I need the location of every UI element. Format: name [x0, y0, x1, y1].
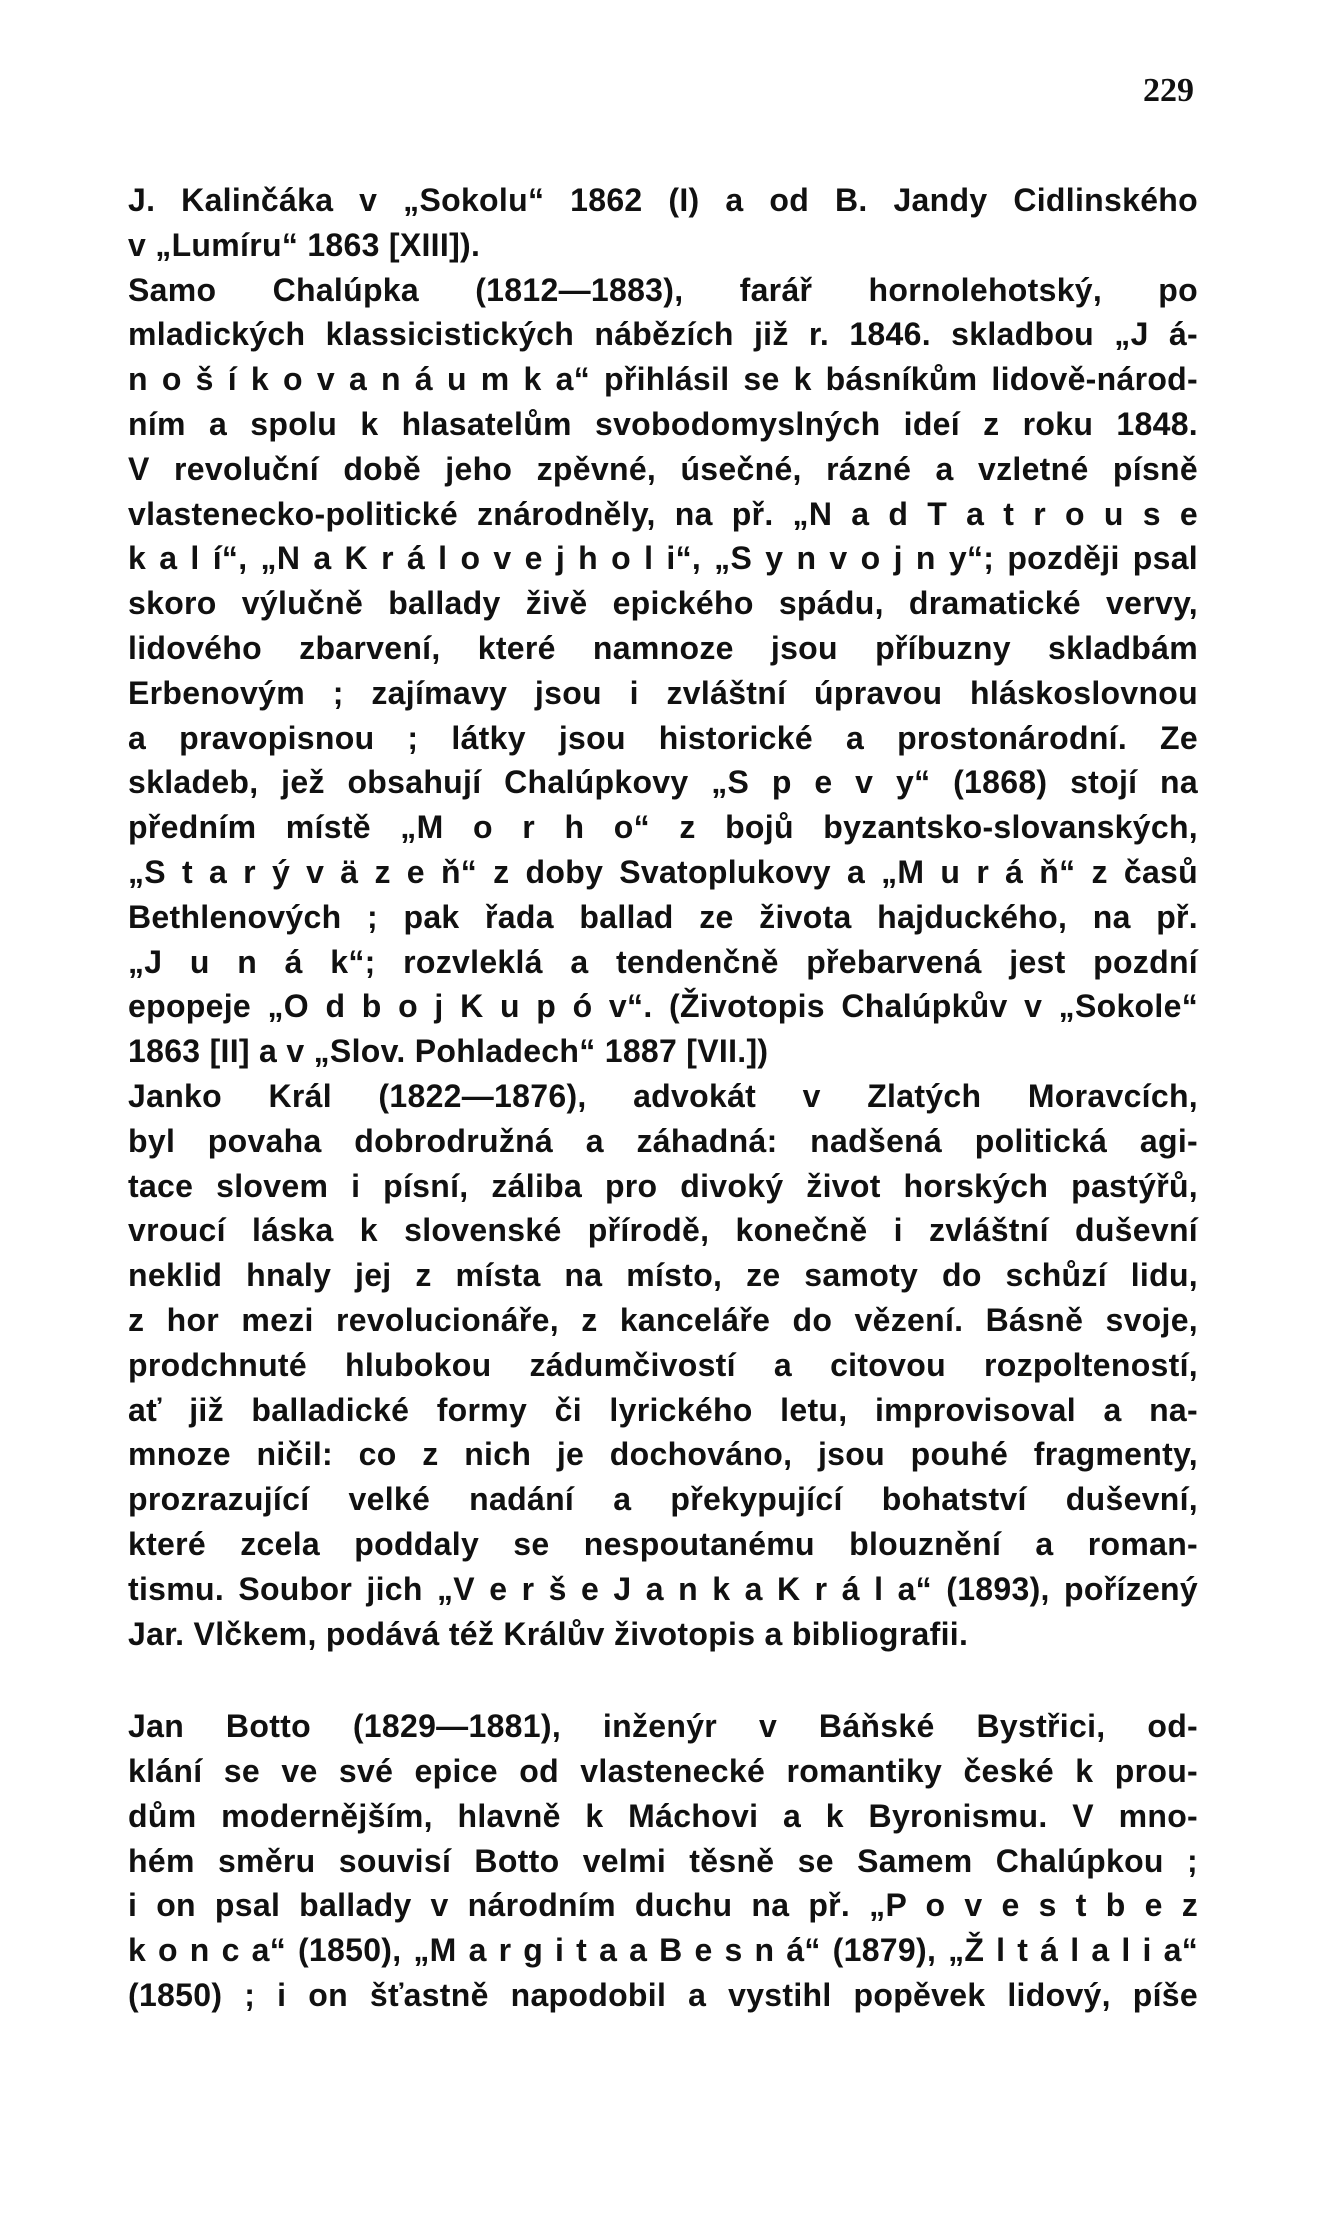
text-line: dům modernějším, hlavně k Máchovi a k Byronismu. V mno-: [128, 1797, 1198, 1834]
text-line: skladeb, jež obsahují Chalúpkovy „S p e v y“ (1868) stojí na: [128, 764, 1198, 801]
text-line: prozrazující velké nadání a překypující bohatství duševní,: [128, 1481, 1198, 1518]
text-line: a pravopisnou ; látky jsou historické a prostonárodní. Ze: [128, 719, 1198, 756]
text-line: které zcela poddaly se nespoutanému blouznění a roman-: [128, 1525, 1198, 1562]
text-line: ním a spolu k hlasatelům svobodomyslných ideí z roku 1848.: [128, 405, 1198, 442]
body-text: [128, 178, 1198, 2018]
text-line: tismu. Soubor jich „V e r š e J a n k a K r á l a“ (1893), pořízený: [128, 1570, 1198, 1607]
page-number: 229: [1143, 72, 1194, 109]
text-line: „J u n á k“; rozvleklá a tendenčně přebarvená jest pozdní: [128, 943, 1198, 980]
text-line: epopeje „O d b o j K u p ó v“. (Životopis Chalúpkův v „Sokole“: [128, 988, 1198, 1025]
text-line: v „Lumíru“ 1863 [XIII]).: [128, 226, 481, 263]
paragraph: [128, 178, 1198, 268]
text-line: klání se ve své epice od vlastenecké romantiky české k prou-: [128, 1753, 1198, 1790]
text-line: mnoze ničil: co z nich je dochováno, jsou pouhé fragmenty,: [128, 1436, 1198, 1473]
paragraph: [128, 1074, 1198, 1656]
text-line: Jar. Vlčkem, podává též Králův životopis a bibliografii.: [128, 1615, 969, 1652]
text-line: skoro výlučně ballady živě epického spádu, dramatické vervy,: [128, 585, 1198, 622]
text-line: mladických klassicistických nábězích již r. 1846. skladbou „J á-: [128, 316, 1198, 353]
paragraph: [128, 268, 1198, 1074]
text-line: předním místě „M o r h o“ z bojů byzantsko-slovanských,: [128, 809, 1198, 846]
text-line: byl povaha dobrodružná a záhadná: nadšená politická agi-: [128, 1122, 1198, 1159]
text-line: V revoluční době jeho zpěvné, úsečné, rázné a vzletné písně: [128, 450, 1198, 487]
text-line: vlastenecko-politické znárodněly, na př. „N a d T a t r o u s e: [128, 495, 1198, 532]
text-line: 1863 [II] a v „Slov. Pohladech“ 1887 [VII.]): [128, 1033, 769, 1070]
text-line: ať již balladické formy či lyrického letu, improvisoval a na-: [128, 1391, 1198, 1428]
text-line: vroucí láska k slovenské přírodě, konečně i zvláštní duševní: [128, 1212, 1198, 1249]
text-line: „S t a r ý v ä z e ň“ z doby Svatoplukovy a „M u r á ň“ z časů: [128, 853, 1198, 890]
text-line: prodchnuté hlubokou zádumčivostí a citovou rozpolteností,: [128, 1346, 1198, 1383]
paragraph: [128, 1704, 1198, 2018]
paragraph-gap: [128, 1656, 1198, 1704]
text-line: k a l í“, „N a K r á l o v e j h o l i“, „S y n v o j n y“; později psal: [128, 540, 1198, 577]
text-line: z hor mezi revolucionáře, z kanceláře do vězení. Básně svoje,: [128, 1301, 1198, 1338]
text-line: lidového zbarvení, které namnoze jsou příbuzny skladbám: [128, 629, 1198, 666]
text-line: n o š í k o v a n á u m k a“ přihlásil se k básníkům lidově-národ-: [128, 361, 1198, 398]
text-line: tace slovem i písní, záliba pro divoký život horských pastýřů,: [128, 1167, 1198, 1204]
text-line: (1850) ; i on šťastně napodobil a vystihl popěvek lidový, píše: [128, 1977, 1198, 2014]
text-line: Bethlenových ; pak řada ballad ze života hajduckého, na př.: [128, 898, 1198, 935]
text-line: Janko Král (1822—1876), advokát v Zlatých Moravcích,: [128, 1077, 1198, 1114]
text-line: i on psal ballady v národním duchu na př. „P o v e s t b e z: [128, 1887, 1198, 1924]
text-line: J. Kalinčáka v „Sokolu“ 1862 (I) a od B. Jandy Cidlinského: [128, 182, 1198, 218]
text-line: neklid hnaly jej z místa na místo, ze samoty do schůzí lidu,: [128, 1257, 1198, 1294]
text-line: Erbenovým ; zajímavy jsou i zvláštní úpravou hláskoslovnou: [128, 674, 1198, 711]
text-line: k o n c a“ (1850), „M a r g i t a a B e s n á“ (1879), „Ž l t á l a l i a“: [128, 1932, 1198, 1969]
text-line: Samo Chalúpka (1812—1883), farář hornolehotský, po: [128, 271, 1198, 308]
text-line: Jan Botto (1829—1881), inženýr v Báňské Bystřici, od-: [128, 1708, 1198, 1745]
text-line: hém směru souvisí Botto velmi těsně se Samem Chalúpkou ;: [128, 1842, 1198, 1879]
